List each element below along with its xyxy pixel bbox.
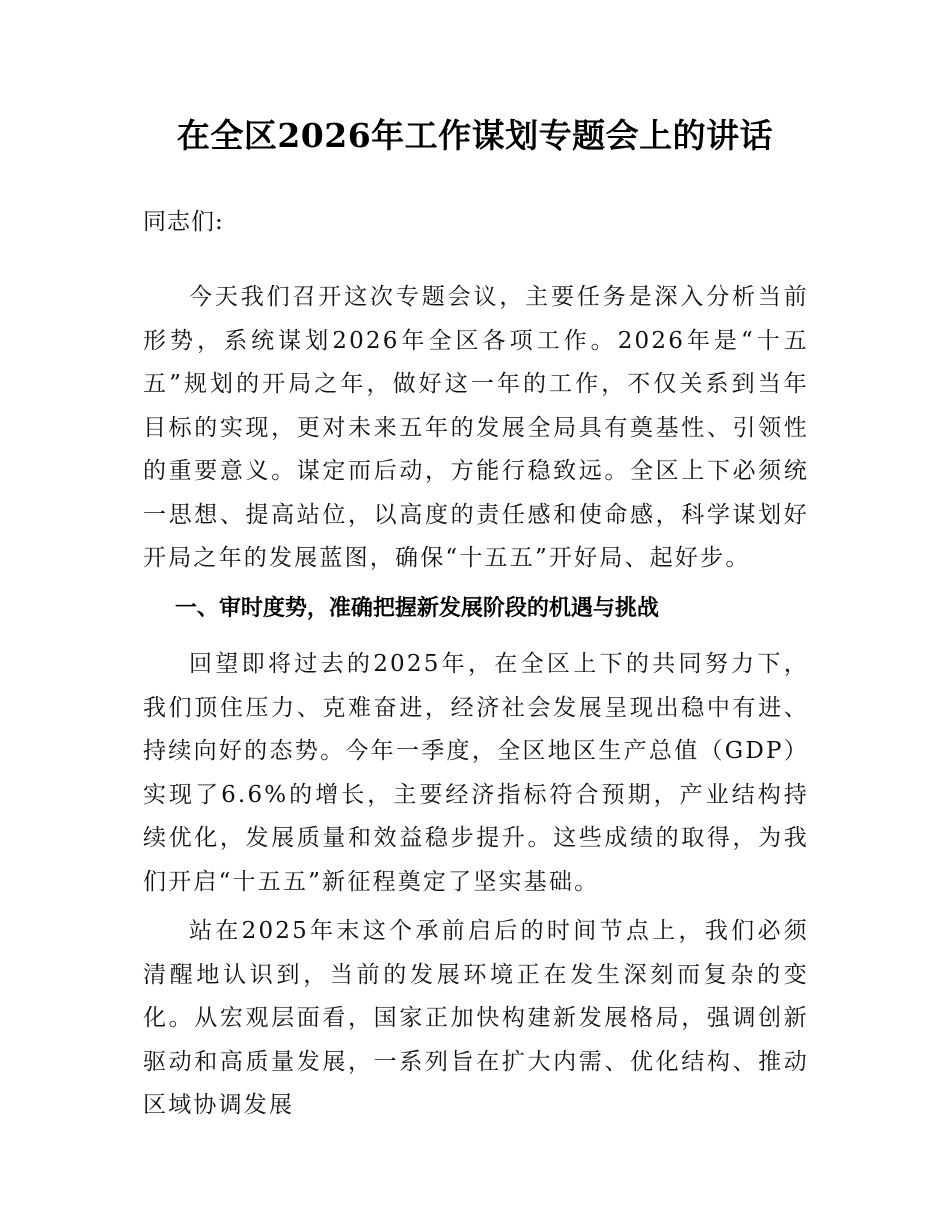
salutation: 同志们:: [143, 209, 224, 235]
paragraph-review: 回望即将过去的2025年，在全区上下的共同努力下，我们顶住压力、克难奋进，经济社会发展呈现出稳中有进、持续向好的态势。今年一季度，全区地区生产总值（GDP）实现了6.6%的增长，主要经济指标符合预期，产业结构持续优化，发展质量和效益稳步提升。这些成绩的取得，为我们开启“十五五”新征程奠定了坚实基础。: [143, 651, 809, 895]
section-heading: 一、审时度势，准确把握新发展阶段的机遇与挑战: [174, 596, 659, 621]
paragraph-situation: 站在2025年末这个承前启后的时间节点上，我们必须清醒地认识到，当前的发展环境正在发生深刻而复杂的变化。从宏观层面看，国家正加快构建新发展格局，强调创新驱动和高质量发展，一系列旨在扩大内需、优化结构、推动区域协调发展: [143, 918, 809, 1118]
paragraph-intro: 今天我们召开这次专题会议，主要任务是深入分析当前形势，系统谋划2026年全区各项工作。2026年是“十五五”规划的开局之年，做好这一年的工作，不仅关系到当年目标的实现，更对未来五年的发展全局具有奠基性、引领性的重要意义。谋定而后动，方能行稳致远。全区上下必须统一思想、提高站位，以高度的责任感和使命感，科学谋划好开局之年的发展蓝图，确保“十五五”开好局、起好步。: [143, 284, 809, 571]
page-title: 在全区2026年工作谋划专题会上的讲话: [176, 116, 774, 155]
